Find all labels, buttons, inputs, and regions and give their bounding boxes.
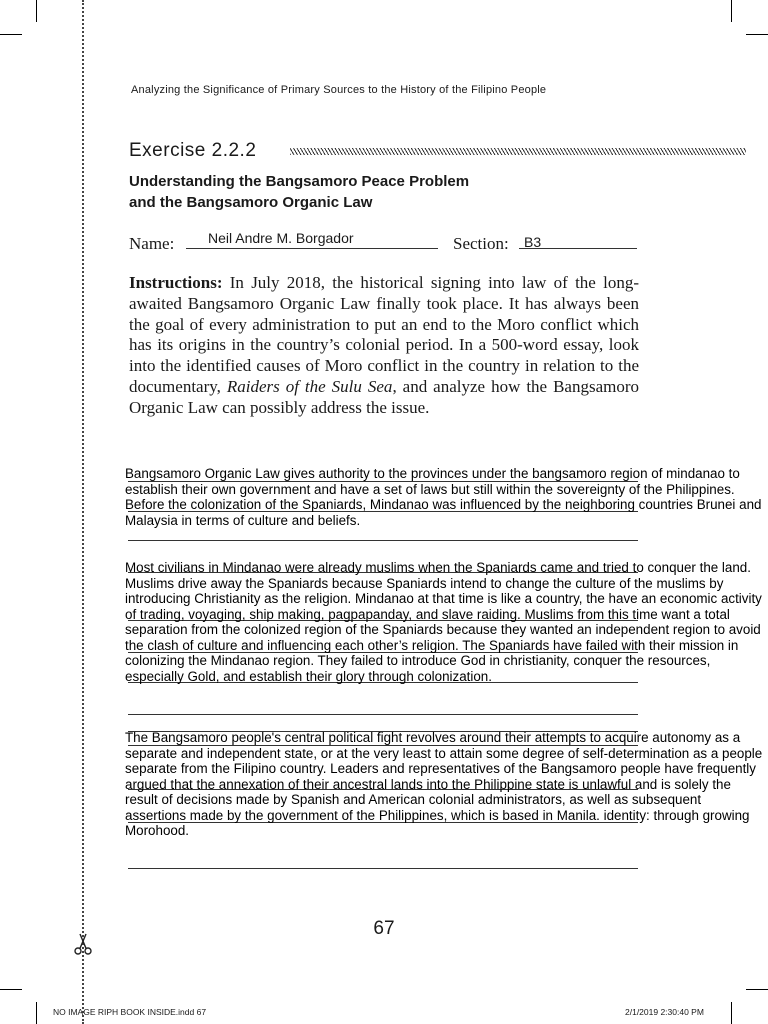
title-hatch-rule [290, 148, 746, 155]
crop-mark [746, 34, 768, 35]
writing-line [128, 540, 638, 541]
name-underline [186, 248, 438, 249]
name-label: Name: [129, 234, 175, 253]
instructions-text: In July 2018, the historical signing into law of the long-awaited Bangsamoro Organic Law finally took place. It has always been the goal of every administration to put an end to the Moro conflict which has its origins in the country’s colonial period. In a 500-word essay, look into the identified causes of Moro conflict in the country in relation to the documentary, [129, 273, 639, 396]
writing-line [128, 714, 638, 715]
footer-filename: NO IMAGE RIPH BOOK INSIDE.indd 67 [53, 1007, 207, 1017]
instructions-text: , and analyze how the Bangsamoro Organic Law can possibly address the issue. [129, 376, 639, 417]
answer-paragraph[interactable]: The Bangsamoro people's central political fight revolves around their attempts to acquire autonomy as a separate and independent state, or at the very least to attain some degree of self-determination as a people separate from the Filipino country. Leaders and representatives of the Bangsamoro people have frequently argued that the annexation of their ancestral lands into the Philippine state is unlawful and is solely the result of decisions made by Spanish and American colonial administrators, as well as subsequent assertions made by the government of the Philippines, which is based in Manila. identity: through growing Morohood. [125, 730, 763, 838]
page-number: 67 [373, 918, 395, 939]
running-head: Analyzing the Significance of Primary Sources to the History of the Filipino People [131, 84, 547, 96]
crop-mark [746, 989, 768, 990]
crop-mark [36, 0, 37, 22]
scissors-icon [71, 932, 95, 956]
crop-mark [731, 0, 732, 22]
instructions [129, 273, 639, 419]
writing-line [128, 868, 638, 869]
answer-paragraph[interactable]: Most civilians in Mindanao were already muslims when the Spaniards came and tried to conquer the land. Muslims drive away the Spaniards because Spaniards intend to change the culture of the muslims by introducing Christianity as the religion. Mindanao at that time is like a country, the have an economic activity of trading, voyaging, ship making, pagpapanday, and slave raiding. Muslims from this time want a total separation from the colonized region of the Spaniards because they wanted an independent region to avoid the clash of culture and influencing each other’s religion. The Spaniards have failed with their mission in colonizing the Mindanao region. They failed to introduce God in christianity, conquer the resources, especially Gold, and establish their glory through colonization. [125, 560, 762, 684]
crop-mark [0, 989, 22, 990]
crop-mark [36, 1002, 37, 1024]
exercise-subtitle: and the Bangsamoro Organic Law [129, 194, 373, 211]
documentary-title: Raiders of the Sulu Sea [226, 376, 393, 396]
name-field[interactable]: Neil Andre M. Borgador [208, 230, 354, 246]
instructions-label: Instructions: [129, 273, 223, 292]
answer-paragraph[interactable]: Bangsamoro Organic Law gives authority to the provinces under the bangsamoro region of mindanao to establish their own government and have a set of laws but still within the sovereignty of the Philippines. Before the colonization of the Spaniards, Mindanao was influenced by the neighboring countries Brunei and Malaysia in terms of culture and beliefs. [125, 466, 762, 528]
exercise-subtitle: Understanding the Bangsamoro Peace Problem [129, 173, 470, 190]
section-label: Section: [453, 234, 509, 253]
footer-timestamp: 2/1/2019 2:30:40 PM [625, 1007, 704, 1017]
crop-mark [0, 34, 22, 35]
section-field[interactable]: B3 [524, 234, 542, 250]
exercise-title: Exercise 2.2.2 [129, 140, 257, 161]
perforation-line [82, 0, 84, 1024]
crop-mark [731, 1002, 732, 1024]
